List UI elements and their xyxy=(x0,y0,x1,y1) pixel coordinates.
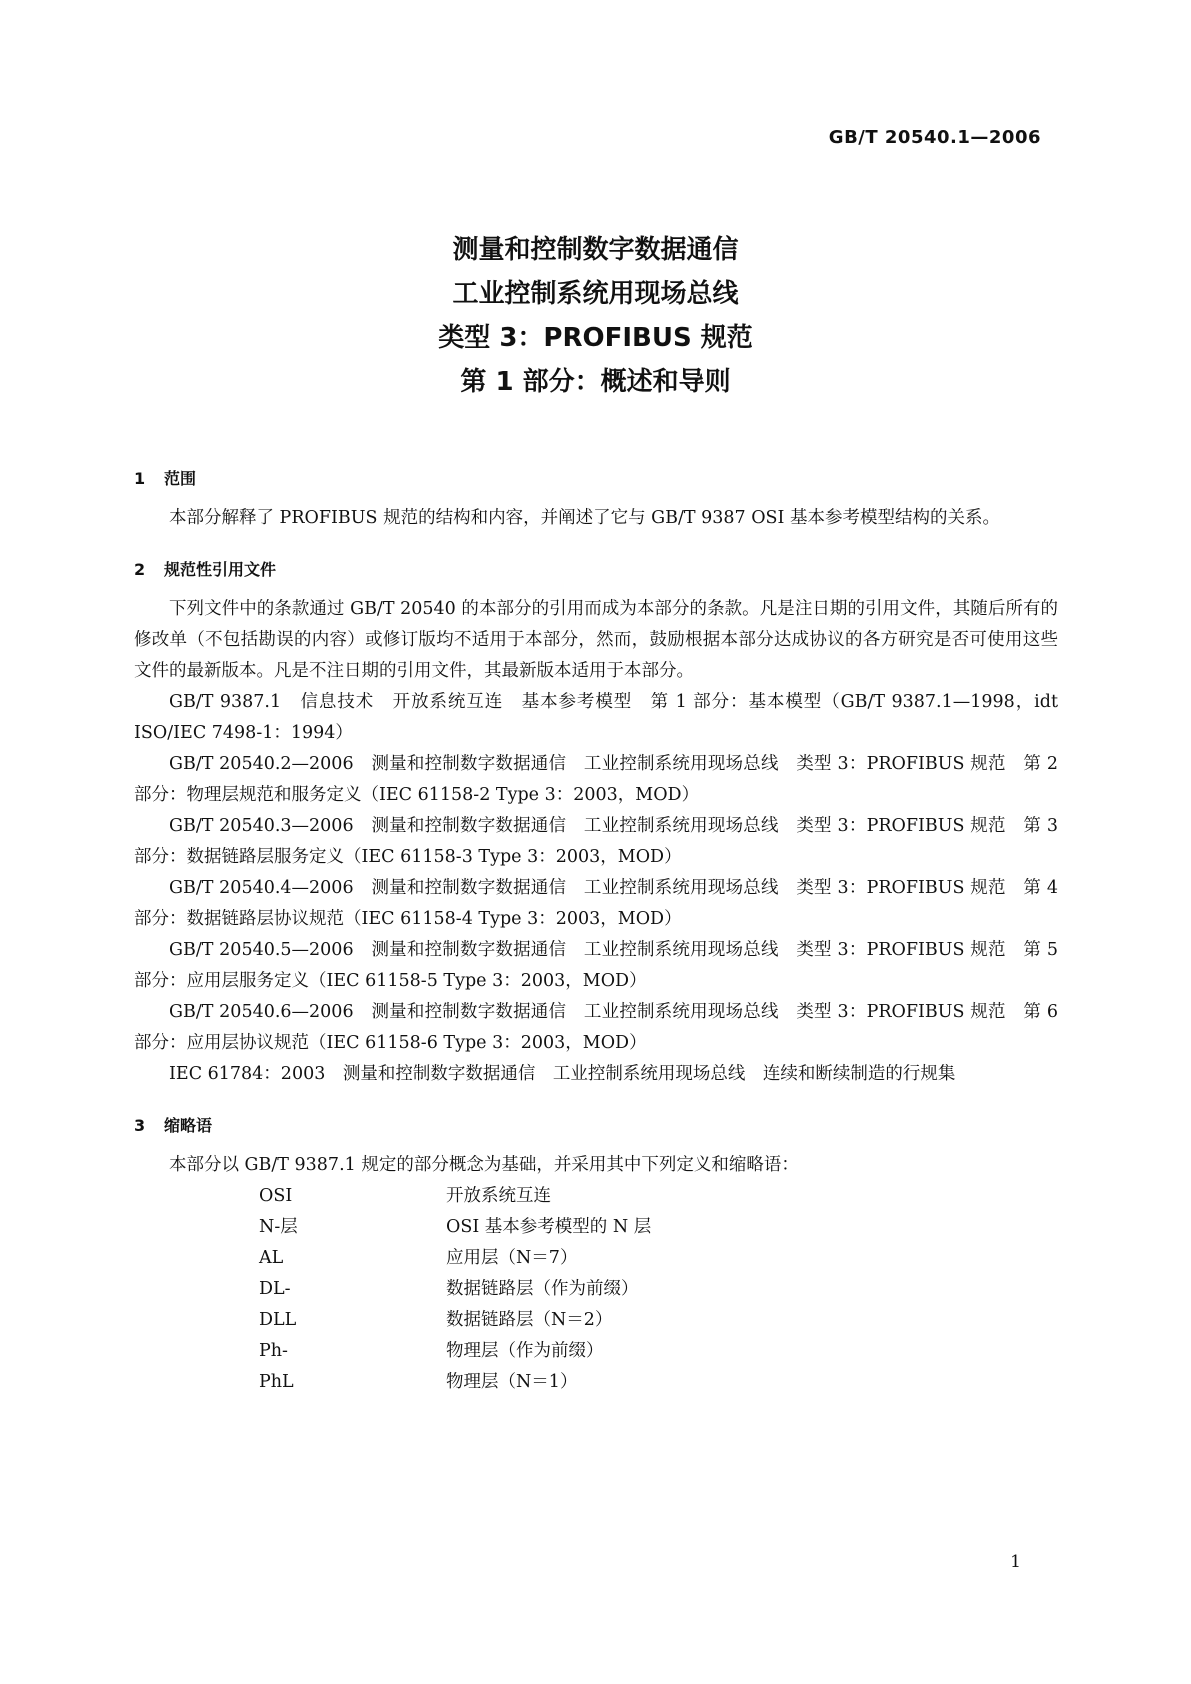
section-title: 缩略语 xyxy=(164,1116,213,1135)
reference-item: GB/T 9387.1 信息技术 开放系统互连 基本参考模型 第 1 部分：基本模型（GB/T 9387.1—1998，idt ISO/IEC 7498-1：1994） xyxy=(134,692,1058,743)
abbreviation-list xyxy=(259,1181,1058,1398)
reference-item: GB/T 20540.5—2006 测量和控制数字数据通信 工业控制系统用现场总线 类型 3：PROFIBUS 规范 第 5 部分：应用层服务定义（IEC 61158-5 Type 3：2003，MOD） xyxy=(134,940,1058,991)
section-heading-normative-references xyxy=(134,556,1058,584)
section-title: 规范性引用文件 xyxy=(164,560,277,579)
abbreviation-meaning: OSI 基本参考模型的 N 层 xyxy=(446,1217,652,1237)
paragraph: 本部分以 GB/T 9387.1 规定的部分概念为基础，并采用其中下列定义和缩略语： xyxy=(169,1155,799,1175)
reference-item: IEC 61784：2003 测量和控制数字数据通信 工业控制系统用现场总线 连续和断续制造的行规集 xyxy=(169,1064,956,1084)
abbreviation-row xyxy=(259,1305,1058,1336)
title-line-3: 类型 3：PROFIBUS 规范 xyxy=(438,323,753,353)
abbreviation-meaning: 数据链路层（作为前缀） xyxy=(446,1279,639,1299)
abbreviation-meaning: 数据链路层（N＝2） xyxy=(446,1310,613,1330)
abbreviation-meaning: 物理层（作为前缀） xyxy=(446,1341,604,1361)
page-number: 1 xyxy=(1010,1552,1021,1572)
abbreviation-row xyxy=(259,1274,1058,1305)
section-number: 3 xyxy=(134,1116,146,1135)
section-heading-scope xyxy=(134,465,1058,493)
abbreviation-meaning: 应用层（N＝7） xyxy=(446,1248,578,1268)
abbreviation-term: OSI xyxy=(259,1186,293,1206)
abbreviation-term: PhL xyxy=(259,1372,294,1392)
abbreviation-term: DLL xyxy=(259,1310,297,1330)
standard-code: GB/T 20540.1—2006 xyxy=(828,127,1041,148)
reference-list xyxy=(134,687,1058,1090)
section-number: 1 xyxy=(134,469,146,488)
document-title xyxy=(0,228,1191,404)
abbreviation-meaning: 物理层（N＝1） xyxy=(446,1372,578,1392)
title-line-1: 测量和控制数字数据通信 xyxy=(452,235,739,265)
reference-item: GB/T 20540.2—2006 测量和控制数字数据通信 工业控制系统用现场总线 类型 3：PROFIBUS 规范 第 2 部分：物理层规范和服务定义（IEC 61158-2 Type 3：2003，MOD） xyxy=(134,754,1058,805)
reference-item: GB/T 20540.3—2006 测量和控制数字数据通信 工业控制系统用现场总线 类型 3：PROFIBUS 规范 第 3 部分：数据链路层服务定义（IEC 61158-3 Type 3：2003，MOD） xyxy=(134,816,1058,867)
title-line-2: 工业控制系统用现场总线 xyxy=(452,279,739,309)
abbreviation-term: AL xyxy=(259,1248,284,1268)
abbreviation-term: Ph- xyxy=(259,1341,288,1361)
abbreviation-row xyxy=(259,1181,1058,1212)
abbreviation-term: DL- xyxy=(259,1279,291,1299)
reference-item: GB/T 20540.4—2006 测量和控制数字数据通信 工业控制系统用现场总线 类型 3：PROFIBUS 规范 第 4 部分：数据链路层协议规范（IEC 61158-4 Type 3：2003，MOD） xyxy=(134,878,1058,929)
section-number: 2 xyxy=(134,560,146,579)
reference-item: GB/T 20540.6—2006 测量和控制数字数据通信 工业控制系统用现场总线 类型 3：PROFIBUS 规范 第 6 部分：应用层协议规范（IEC 61158-6 Type 3：2003，MOD） xyxy=(134,1002,1058,1053)
abbreviation-row xyxy=(259,1336,1058,1367)
paragraph: 本部分解释了 PROFIBUS 规范的结构和内容，并阐述了它与 GB/T 9387 OSI 基本参考模型结构的关系。 xyxy=(169,508,1001,528)
abbreviation-row xyxy=(259,1243,1058,1274)
abbreviation-term: N-层 xyxy=(259,1217,298,1237)
section-heading-abbreviations xyxy=(134,1112,1058,1140)
title-line-4: 第 1 部分：概述和导则 xyxy=(460,367,731,397)
document-body xyxy=(134,465,1058,1398)
section-title: 范围 xyxy=(164,469,197,488)
paragraph: 下列文件中的条款通过 GB/T 20540 的本部分的引用而成为本部分的条款。凡是注日期的引用文件，其随后所有的修改单（不包括勘误的内容）或修订版均不适用于本部分，然而，鼓励根据本部分达成协议的各方研究是否可使用这些文件的最新版本。凡是不注日期的引用文件，其最新版本适用于本部分。 xyxy=(134,599,1058,681)
abbreviation-meaning: 开放系统互连 xyxy=(446,1186,551,1206)
abbreviation-row xyxy=(259,1212,1058,1243)
abbreviation-row xyxy=(259,1367,1058,1398)
